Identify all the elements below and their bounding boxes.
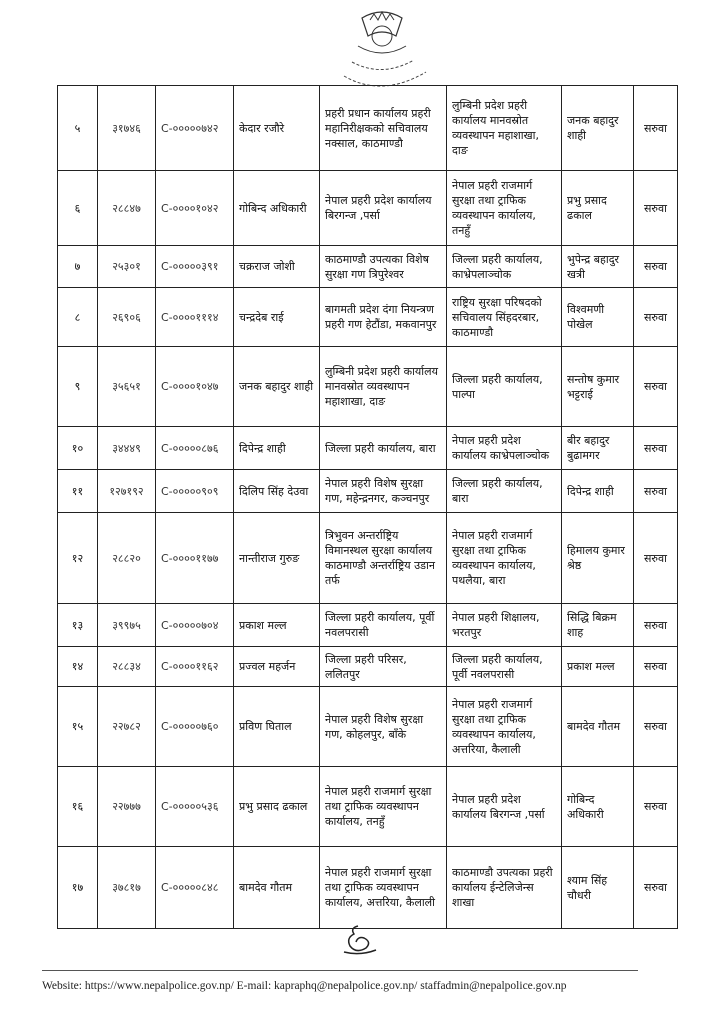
row-serial: ६: [58, 171, 98, 246]
row-new-office: नेपाल प्रहरी राजमार्ग सुरक्षा तथा ट्राफिक व्यवस्थापन कार्यालय, अत्तरिया, कैलाली: [447, 687, 562, 767]
row-number: २२७७७: [98, 767, 156, 847]
row-code: C-०००००८४८: [156, 847, 234, 929]
row-code: C-०००००९०९: [156, 470, 234, 513]
row-number: ३४४४९: [98, 427, 156, 470]
row-replacement: विश्वमणी पोखेल: [562, 288, 634, 347]
row-new-office: नेपाल प्रहरी राजमार्ग सुरक्षा तथा ट्राफिक व्यवस्थापन कार्यालय, पथलैया, बारा: [447, 513, 562, 604]
row-current-office: त्रिभुवन अन्तर्राष्ट्रिय विमानस्थल सुरक्षा कार्यालय काठमाण्डौ अन्तर्राष्ट्रिय उडान तर्फ: [320, 513, 447, 604]
row-replacement: भुपेन्द्र बहादुर खत्री: [562, 246, 634, 288]
row-number: २६९०६: [98, 288, 156, 347]
row-current-office: बागमती प्रदेश दंगा नियन्त्रण प्रहरी गण हेटौंडा, मकवानपुर: [320, 288, 447, 347]
row-replacement: बीर बहादुर बुढामगर: [562, 427, 634, 470]
row-status: सरुवा: [634, 647, 678, 687]
row-current-office: नेपाल प्रहरी विशेष सुरक्षा गण, महेन्द्रनगर, कञ्चनपुर: [320, 470, 447, 513]
row-replacement: हिमालय कुमार श्रेष्ठ: [562, 513, 634, 604]
row-status: सरुवा: [634, 767, 678, 847]
row-name: बामदेव गौतम: [234, 847, 320, 929]
row-code: C-०००००७०४: [156, 604, 234, 647]
row-replacement: श्याम सिंह चौधरी: [562, 847, 634, 929]
table-row: [58, 604, 678, 647]
row-status: सरुवा: [634, 347, 678, 427]
row-code: C-००००१०४२: [156, 171, 234, 246]
row-new-office: नेपाल प्रहरी शिक्षालय, भरतपुर: [447, 604, 562, 647]
row-current-office: नेपाल प्रहरी राजमार्ग सुरक्षा तथा ट्राफिक व्यवस्थापन कार्यालय, तनहुँ: [320, 767, 447, 847]
row-code: C-००००११७७: [156, 513, 234, 604]
row-code: C-००००११६२: [156, 647, 234, 687]
row-number: २८८२०: [98, 513, 156, 604]
table-row: [58, 246, 678, 288]
row-current-office: नेपाल प्रहरी विशेष सुरक्षा गण, कोहलपुर, बाँके: [320, 687, 447, 767]
row-number: ३७८१७: [98, 847, 156, 929]
row-new-office: काठमाण्डौ उपत्यका प्रहरी कार्यालय ईन्टेलिजेन्स शाखा: [447, 847, 562, 929]
row-replacement: सन्तोष कुमार भट्टराई: [562, 347, 634, 427]
row-number: ३१७४६: [98, 86, 156, 171]
table-row: [58, 470, 678, 513]
government-seal-stamp: [322, 6, 442, 92]
row-name: प्रज्वल महर्जन: [234, 647, 320, 687]
row-number: ३५६५१: [98, 347, 156, 427]
row-number: १२७१९२: [98, 470, 156, 513]
table-row: [58, 86, 678, 171]
row-name: गोबिन्द अधिकारी: [234, 171, 320, 246]
row-serial: ११: [58, 470, 98, 513]
row-code: C-००००१०४७: [156, 347, 234, 427]
row-current-office: नेपाल प्रहरी राजमार्ग सुरक्षा तथा ट्राफिक व्यवस्थापन कार्यालय, अत्तरिया, कैलाली: [320, 847, 447, 929]
row-name: चन्द्रदेब राई: [234, 288, 320, 347]
row-new-office: लुम्बिनी प्रदेश प्रहरी कार्यालय मानवस्रोत व्यवस्थापन महाशाखा, दाङ: [447, 86, 562, 171]
footer-contact: Website: https://www.nepalpolice.gov.np/ E-mail: kapraphq@nepalpolice.gov.np/ staffadmin@nepalpolice.gov.np: [42, 980, 567, 992]
row-new-office: जिल्ला प्रहरी कार्यालय, बारा: [447, 470, 562, 513]
row-serial: १०: [58, 427, 98, 470]
row-number: २८८३४: [98, 647, 156, 687]
table-row: [58, 513, 678, 604]
row-code: C-०००००८७६: [156, 427, 234, 470]
table-row: [58, 347, 678, 427]
row-status: सरुवा: [634, 246, 678, 288]
row-name: दिपेन्द्र शाही: [234, 427, 320, 470]
row-name: नान्तीराज गुरुङ: [234, 513, 320, 604]
transfer-table: [57, 85, 678, 929]
row-serial: ९: [58, 347, 98, 427]
row-number: ३९९७५: [98, 604, 156, 647]
table-row: [58, 687, 678, 767]
row-name: प्रविण घिताल: [234, 687, 320, 767]
row-current-office: काठमाण्डौ उपत्यका विशेष सुरक्षा गण त्रिपुरेश्वर: [320, 246, 447, 288]
row-serial: ७: [58, 246, 98, 288]
row-new-office: जिल्ला प्रहरी कार्यालय, पूर्वी नवलपरासी: [447, 647, 562, 687]
row-status: सरुवा: [634, 687, 678, 767]
row-name: जनक बहादुर शाही: [234, 347, 320, 427]
row-status: सरुवा: [634, 288, 678, 347]
row-status: सरुवा: [634, 171, 678, 246]
row-serial: १६: [58, 767, 98, 847]
row-current-office: जिल्ला प्रहरी कार्यालय, पूर्वी नवलपरासी: [320, 604, 447, 647]
footer-divider: [42, 970, 638, 971]
row-new-office: जिल्ला प्रहरी कार्यालय, काभ्रेपलाञ्चोक: [447, 246, 562, 288]
table-row: [58, 171, 678, 246]
row-replacement: सिद्धि बिक्रम शाह: [562, 604, 634, 647]
row-serial: ८: [58, 288, 98, 347]
row-name: केदार रजौरे: [234, 86, 320, 171]
row-current-office: प्रहरी प्रधान कार्यालय प्रहरी महानिरीक्षकको सचिवालय नक्साल, काठमाण्डौ: [320, 86, 447, 171]
row-serial: १४: [58, 647, 98, 687]
row-status: सरुवा: [634, 604, 678, 647]
row-current-office: जिल्ला प्रहरी परिसर, ललितपुर: [320, 647, 447, 687]
row-name: चक्रराज जोशी: [234, 246, 320, 288]
table-row: [58, 288, 678, 347]
row-code: C-०००००७६०: [156, 687, 234, 767]
row-number: २२७८२: [98, 687, 156, 767]
row-name: प्रभु प्रसाद ढकाल: [234, 767, 320, 847]
table-row: [58, 427, 678, 470]
row-replacement: दिपेन्द्र शाही: [562, 470, 634, 513]
row-code: C-००००१११४: [156, 288, 234, 347]
row-replacement: बामदेव गौतम: [562, 687, 634, 767]
row-serial: १२: [58, 513, 98, 604]
row-code: C-०००००३९१: [156, 246, 234, 288]
row-new-office: नेपाल प्रहरी राजमार्ग सुरक्षा तथा ट्राफिक व्यवस्थापन कार्यालय, तनहुँ: [447, 171, 562, 246]
table-row: [58, 647, 678, 687]
row-current-office: लुम्बिनी प्रदेश प्रहरी कार्यालय मानवस्रोत व्यवस्थापन महाशाखा, दाङ: [320, 347, 447, 427]
row-code: C-०००००७४२: [156, 86, 234, 171]
row-new-office: राष्ट्रिय सुरक्षा परिषदको सचिवालय सिंहदरबार, काठमाण्डौ: [447, 288, 562, 347]
row-new-office: जिल्ला प्रहरी कार्यालय, पाल्पा: [447, 347, 562, 427]
row-replacement: प्रभु प्रसाद ढकाल: [562, 171, 634, 246]
row-status: सरुवा: [634, 470, 678, 513]
row-status: सरुवा: [634, 86, 678, 171]
row-number: २८८४७: [98, 171, 156, 246]
row-new-office: नेपाल प्रहरी प्रदेश कार्यालय बिरगन्ज ,पर्सा: [447, 767, 562, 847]
row-current-office: नेपाल प्रहरी प्रदेश कार्यालय बिरगन्ज ,पर्सा: [320, 171, 447, 246]
row-name: दिलिप सिंह देउवा: [234, 470, 320, 513]
row-status: सरुवा: [634, 847, 678, 929]
row-serial: १७: [58, 847, 98, 929]
row-status: सरुवा: [634, 427, 678, 470]
row-new-office: नेपाल प्रहरी प्रदेश कार्यालय काभ्रेपलाञ्चोक: [447, 427, 562, 470]
row-serial: १५: [58, 687, 98, 767]
row-replacement: प्रकाश मल्ल: [562, 647, 634, 687]
row-serial: ५: [58, 86, 98, 171]
row-replacement: जनक बहादुर शाही: [562, 86, 634, 171]
table-row: [58, 767, 678, 847]
signature: [340, 922, 380, 958]
row-code: C-०००००५३६: [156, 767, 234, 847]
row-current-office: जिल्ला प्रहरी कार्यालय, बारा: [320, 427, 447, 470]
row-name: प्रकाश मल्ल: [234, 604, 320, 647]
row-replacement: गोबिन्द अधिकारी: [562, 767, 634, 847]
row-number: २५३०१: [98, 246, 156, 288]
table-row: [58, 847, 678, 929]
row-status: सरुवा: [634, 513, 678, 604]
row-serial: १३: [58, 604, 98, 647]
